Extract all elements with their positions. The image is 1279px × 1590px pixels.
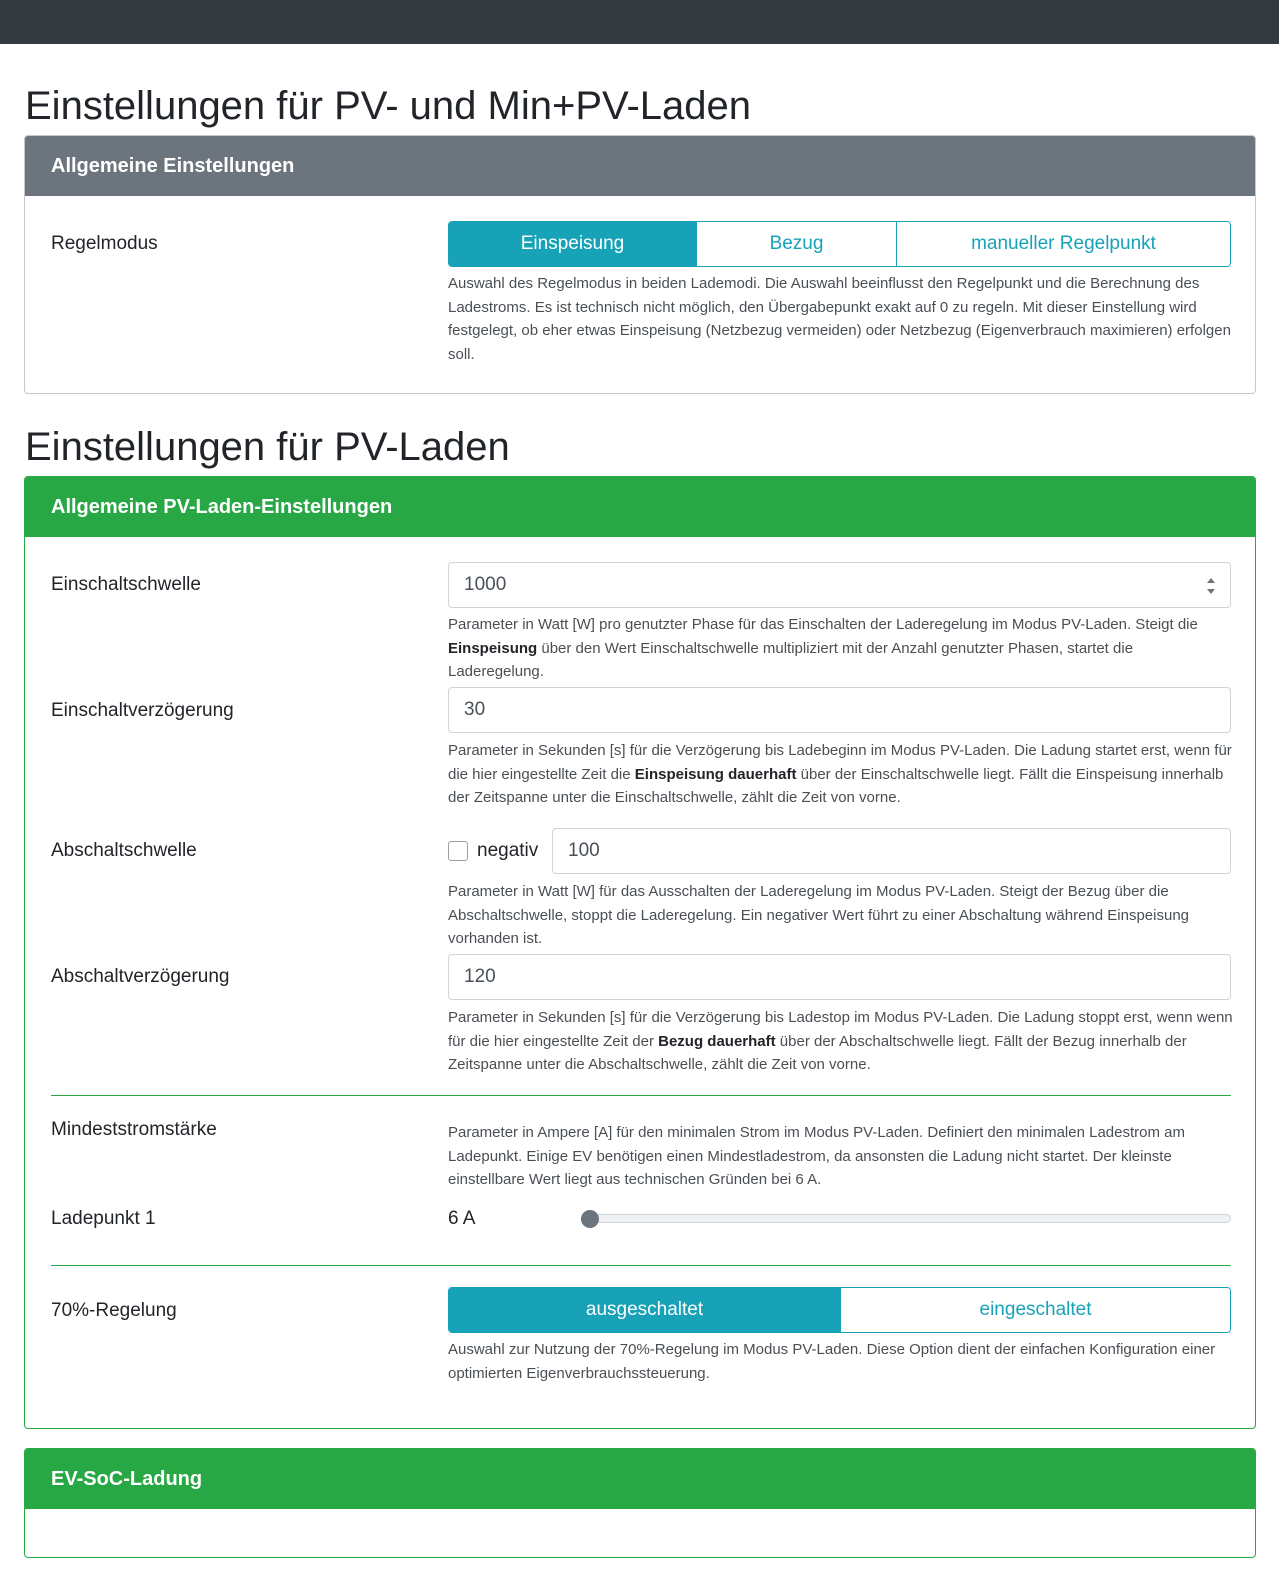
negativ-checkbox[interactable] <box>448 841 468 861</box>
regelmodus-manuell-button[interactable]: manueller Regelpunkt <box>897 222 1230 266</box>
number-spinner-icon[interactable] <box>1206 575 1216 597</box>
regelmodus-bezug-button[interactable]: Bezug <box>697 222 897 266</box>
section-divider <box>51 1095 1231 1096</box>
general-settings-header: Allgemeine Einstellungen <box>25 136 1255 196</box>
section-divider <box>51 1265 1231 1266</box>
einschaltschwelle-help: Parameter in Watt [W] pro genutzter Phase für das Einschalten der Laderegelung im Modus PV-Laden. Steigt die Einspeisung über den Wert Einschaltschwelle multipliziert mit der Anzahl genutzter Phasen, startet die Laderegelung. <box>448 616 1198 680</box>
ladepunkt-1-value: 6 A <box>448 1208 476 1229</box>
regelung-70-label: 70%-Regelung <box>51 1300 177 1321</box>
abschaltschwelle-help: Parameter in Watt [W] für das Ausschalten der Laderegelung im Modus PV-Laden. Steigt der Bezug über die Abschaltschwelle, stoppt die Laderegelung. Ein negativer Wert führt zu einer Abschaltung während Einspeisung vorhanden ist. <box>448 883 1190 947</box>
abschaltschwelle-input[interactable]: 100 <box>552 828 1231 874</box>
regelung-70-help: Auswahl zur Nutzung der 70%-Regelung im Modus PV-Laden. Diese Option dient der einfachen Konfiguration einer optimierten Eigenverbrauchssteuerung. <box>448 1341 1216 1382</box>
einschaltschwelle-input[interactable] <box>448 562 1231 608</box>
ladepunkt-1-slider-handle[interactable] <box>581 1210 599 1228</box>
regelung-70-ausgeschaltet-button[interactable]: ausgeschaltet <box>449 1288 841 1332</box>
pv-settings-card <box>24 476 1256 1429</box>
regelmodus-einspeisung-button[interactable]: Einspeisung <box>449 222 697 266</box>
abschaltverzoegerung-label: Abschaltverzögerung <box>51 966 230 987</box>
mindeststromstaerke-help: Parameter in Ampere [A] für den minimalen Strom im Modus PV-Laden. Definiert den minimalen Ladestrom am Ladepunkt. Einige EV benötigen einen Mindestladestrom, da ansonsten die Ladung nicht startet. Der kleinste einstellbare Wert liegt aus technischen Gründen bei 6 A. <box>448 1124 1185 1188</box>
einschaltschwelle-label: Einschaltschwelle <box>51 574 201 595</box>
ladepunkt-1-slider-track[interactable] <box>581 1214 1231 1223</box>
general-settings-card <box>24 135 1256 394</box>
ev-soc-card <box>24 1448 1256 1558</box>
einschaltverzoegerung-help: Parameter in Sekunden [s] für die Verzögerung bis Ladebeginn im Modus PV-Laden. Die Ladung startet erst, wenn für die hier eingestellte Zeit die Einspeisung dauerhaft über der Einschaltschwelle liegt. Fällt die Einspeisung innerhalb der Zeitspanne unter die Einschaltschwelle, zählt die Zeit von vorne. <box>448 742 1232 806</box>
einschaltverzoegerung-label: Einschaltverzögerung <box>51 700 234 721</box>
abschaltverzoegerung-help: Parameter in Sekunden [s] für die Verzögerung bis Ladestop im Modus PV-Laden. Die Ladung stoppt erst, wenn wenn für die hier eingestellte Zeit der Bezug dauerhaft über der Abschaltschwelle liegt. Fällt der Bezug innerhalb der Zeitspanne unter die Abschaltschwelle, zählt die Zeit von vorne. <box>448 1009 1233 1073</box>
regelung-70-button-group <box>448 1287 1231 1333</box>
regelmodus-label: Regelmodus <box>51 233 158 254</box>
abschaltverzoegerung-input[interactable]: 120 <box>448 954 1231 1000</box>
ev-soc-header: EV-SoC-Ladung <box>25 1449 1255 1509</box>
regelung-70-eingeschaltet-button[interactable]: eingeschaltet <box>841 1288 1230 1332</box>
pv-settings-header: Allgemeine PV-Laden-Einstellungen <box>25 477 1255 537</box>
ladepunkt-1-label: Ladepunkt 1 <box>51 1208 156 1229</box>
page-title-pv: Einstellungen für PV-Laden <box>25 425 510 469</box>
negativ-label[interactable]: negativ <box>477 840 539 861</box>
einschaltschwelle-value: 1000 <box>464 574 507 595</box>
einschaltverzoegerung-input[interactable]: 30 <box>448 687 1231 733</box>
abschaltschwelle-label: Abschaltschwelle <box>51 840 197 861</box>
regelmodus-help: Auswahl des Regelmodus in beiden Lademodi. Die Auswahl beeinflusst den Regelpunkt und die Berechnung des Ladestroms. Es ist technisch nicht möglich, den Übergabepunkt exakt auf 0 zu regeln. Mit dieser Einstellung wird festgelegt, ob eher etwas Einspeisung (Netzbezug vermeiden) oder Netzbezug (Eigenverbrauch maximieren) erfolgen soll. <box>448 275 1231 363</box>
top-navbar <box>0 0 1279 44</box>
page-title-pv-minpv: Einstellungen für PV- und Min+PV-Laden <box>25 84 752 128</box>
mindeststromstaerke-label: Mindeststromstärke <box>51 1119 217 1140</box>
regelmodus-button-group <box>448 221 1231 267</box>
